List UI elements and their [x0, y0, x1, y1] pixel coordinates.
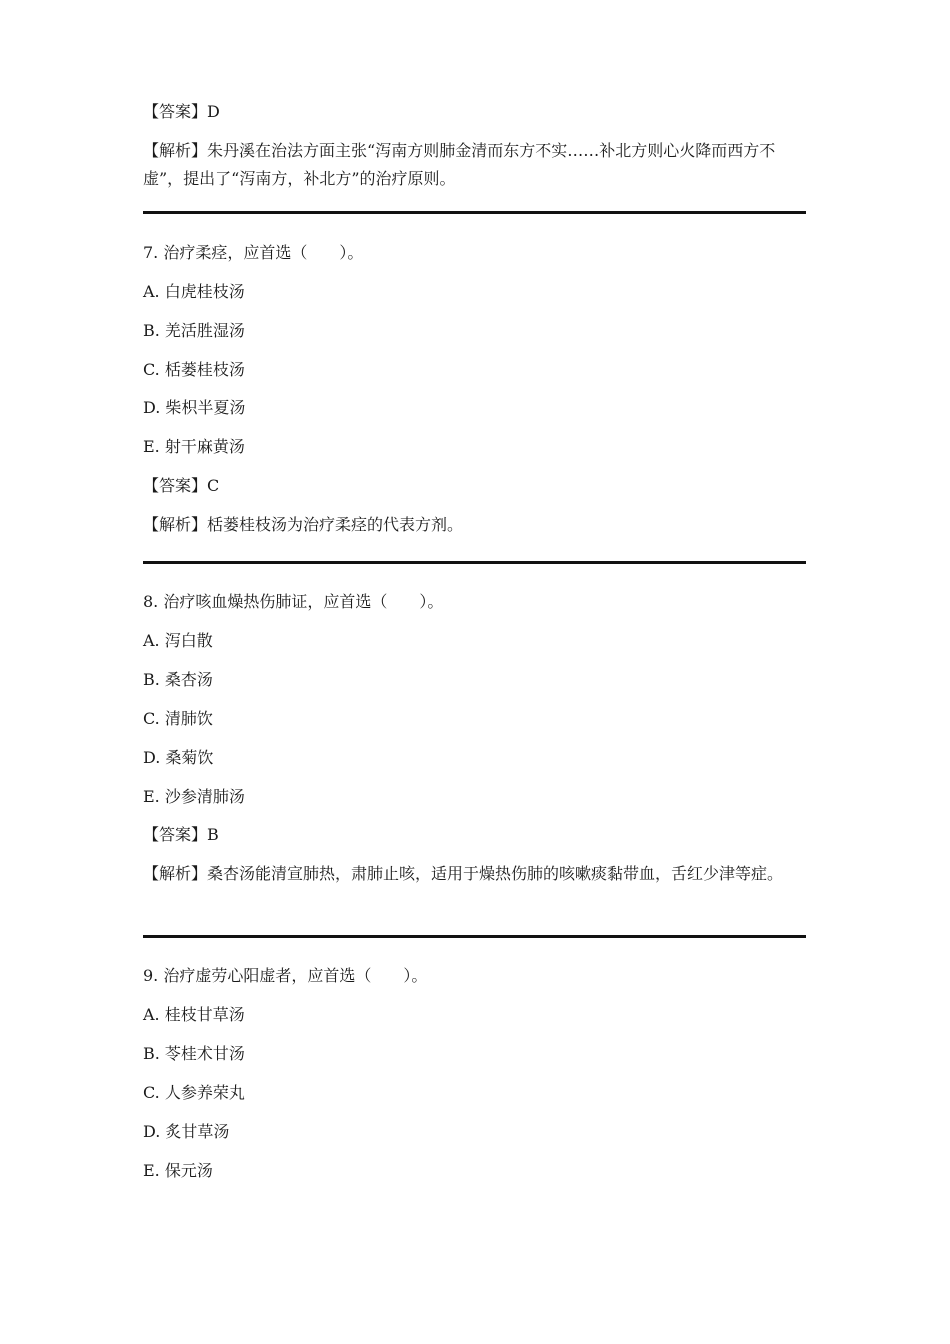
q9-option-c: C. 人参养荣丸	[143, 1083, 245, 1102]
q8-option-e: E. 沙参清肺汤	[143, 787, 245, 806]
q8-stem: 8. 治疗咳血燥热伤肺证，应首选（ ）。	[143, 592, 444, 611]
section-divider	[143, 561, 806, 564]
answer-value: D	[207, 102, 220, 121]
analysis-label: 【解析】	[143, 515, 208, 534]
analysis-text: 桑杏汤能清宣肺热，肃肺止咳，适用于燥热伤肺的咳嗽痰黏带血，舌红少津等症。	[207, 864, 784, 883]
analysis-text: 栝蒌桂枝汤为治疗柔痉的代表方剂。	[207, 515, 464, 534]
answer-label: 【答案】	[143, 825, 208, 844]
q8-option-c: C. 清肺饮	[143, 709, 213, 728]
q9-option-d: D. 炙甘草汤	[143, 1122, 230, 1141]
answer-label: 【答案】	[143, 102, 208, 121]
answer-value: B	[207, 825, 219, 844]
q7-stem: 7. 治疗柔痉，应首选（ ）。	[143, 243, 364, 262]
q8-answer	[143, 822, 219, 848]
q7-analysis	[143, 512, 463, 538]
q6-analysis	[143, 137, 811, 193]
analysis-label: 【解析】	[143, 864, 208, 883]
q9-option-e: E. 保元汤	[143, 1161, 213, 1180]
q7-option-d: D. 柴枳半夏汤	[143, 398, 246, 417]
q7-option-e: E. 射干麻黄汤	[143, 437, 245, 456]
q7-option-b: B. 羌活胜湿汤	[143, 321, 245, 340]
q9-stem: 9. 治疗虚劳心阳虚者，应首选（ ）。	[143, 966, 428, 985]
section-divider	[143, 935, 806, 938]
answer-label: 【答案】	[143, 476, 208, 495]
q8-option-d: D. 桑菊饮	[143, 748, 214, 767]
q8-analysis	[143, 860, 811, 888]
analysis-label: 【解析】	[143, 141, 208, 160]
answer-value: C	[207, 476, 220, 495]
q8-option-a: A. 泻白散	[143, 631, 213, 650]
q7-option-a: A. 白虎桂枝汤	[143, 282, 245, 301]
q7-option-c: C. 栝蒌桂枝汤	[143, 360, 245, 379]
q6-answer	[143, 99, 220, 125]
section-divider	[143, 211, 806, 214]
q9-option-b: B. 苓桂术甘汤	[143, 1044, 245, 1063]
q7-answer	[143, 473, 219, 499]
analysis-text: 朱丹溪在治法方面主张“泻南方则肺金清而东方不实……补北方则心火降而西方不虚”，提出了“泻南方，补北方”的治疗原则。	[143, 141, 776, 188]
q9-option-a: A. 桂枝甘草汤	[143, 1005, 245, 1024]
q8-option-b: B. 桑杏汤	[143, 670, 213, 689]
